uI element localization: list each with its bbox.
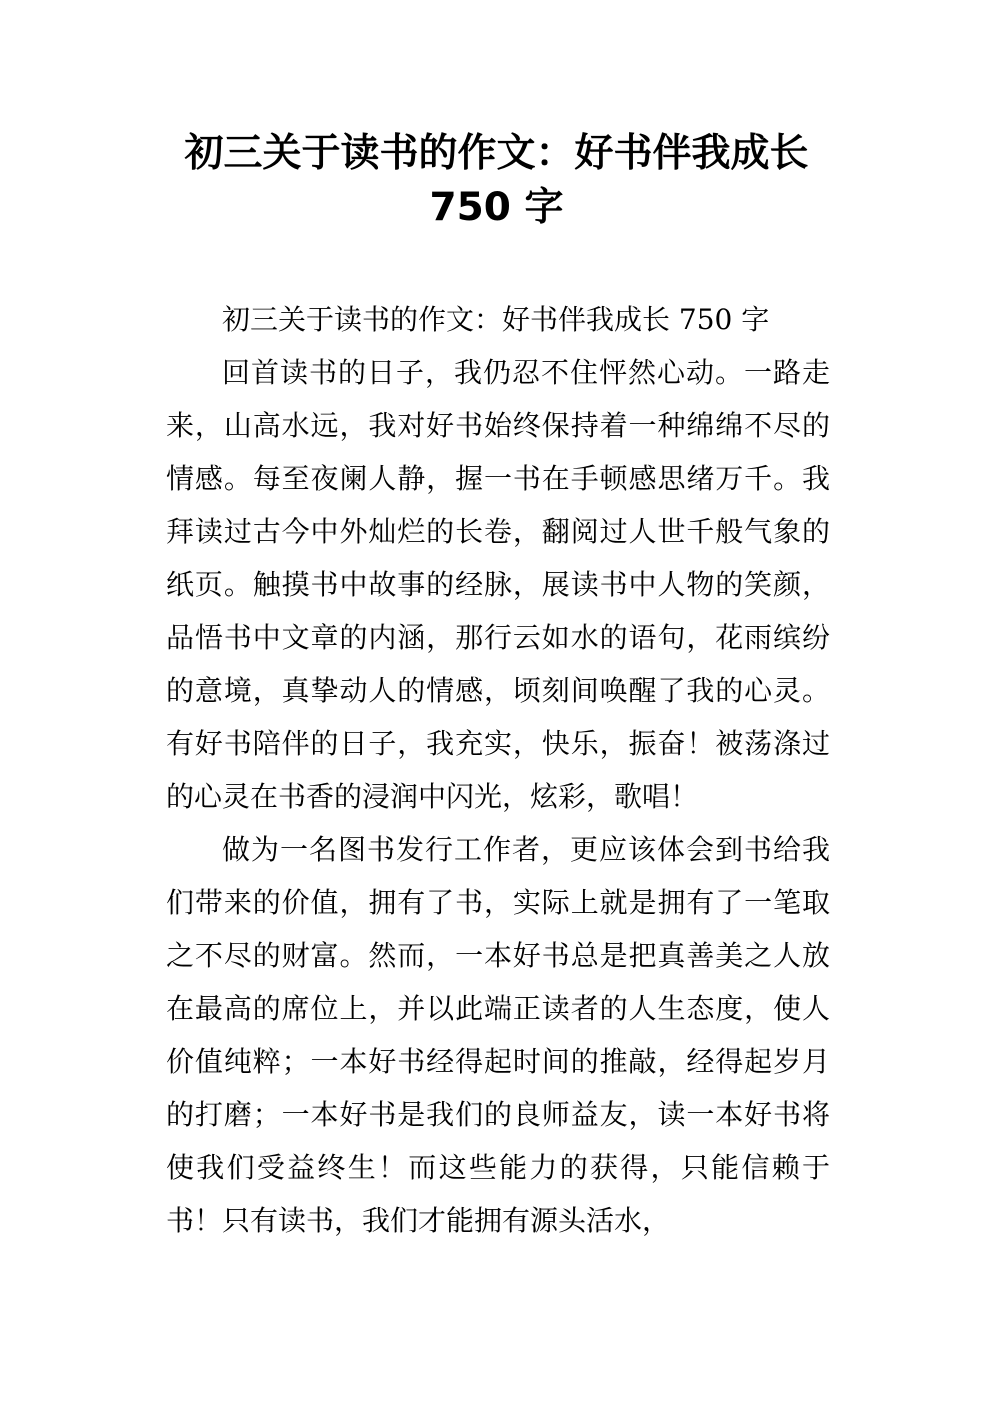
document-title-line2: 750 字 — [429, 185, 564, 230]
subtitle-paragraph: 初三关于读书的作文：好书伴我成长 750 字 — [222, 303, 770, 336]
document-title-line1: 初三关于读书的作文：好书伴我成长 — [184, 131, 809, 176]
body-paragraph-1: 回首读书的日子，我仍忍不住怦然心动。一路走来，山高水远，我对好书始终保持着一种绵绵不尽的情感。每至夜阑人静，握一书在手顿感思绪万千。我拜读过古今中外灿烂的长卷，翻阅过人世千般气象的纸页。触摸书中故事的经脉，展读书中人物的笑颜，品悟书中文章的内涵，那行云如水的语句，花雨缤纷的意境，真挚动人的情感，顷刻间唤醒了我的心灵。有好书陪伴的日子，我充实，快乐，振奋！被荡涤过的心灵在书香的浸润中闪光，炫彩，歌唱！ — [166, 356, 830, 813]
document-body — [166, 293, 830, 1247]
body-paragraph-2: 做为一名图书发行工作者，更应该体会到书给我们带来的价值，拥有了书，实际上就是拥有了一笔取之不尽的财富。然而，一本好书总是把真善美之人放在最高的席位上，并以此端正读者的人生态度，使人价值纯粹；一本好书经得起时间的推敲，经得起岁月的打磨；一本好书是我们的良师益友，读一本好书将使我们受益终生！而这些能力的获得，只能信赖于书！只有读书，我们才能拥有源头活水， — [166, 833, 830, 1237]
